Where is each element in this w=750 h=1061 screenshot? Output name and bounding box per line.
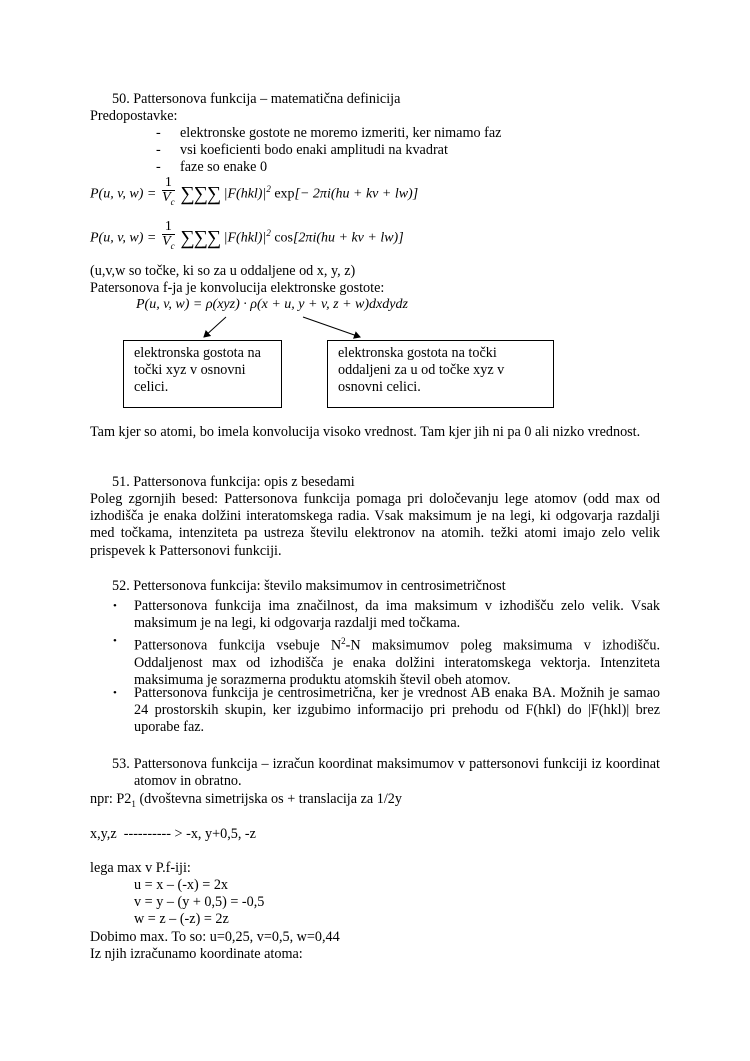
w-equation: w = z – (-z) = 2z	[134, 911, 229, 927]
uvw-note: (u,v,w so točke, ki so za u oddaljene od x, y, z)	[90, 263, 356, 279]
annotation-box-offset: elektronska gostota na točki oddaljeni za u od točke xyz v osnovni celici.	[327, 340, 554, 408]
superscript: 2	[341, 636, 346, 646]
example-text: npr: P2	[90, 791, 132, 807]
bullet-item	[134, 633, 660, 689]
structure-factor: |F(hkl)|	[223, 186, 267, 202]
subscript: 1	[131, 798, 136, 809]
eq-lhs: P(u, v, w) =	[90, 186, 157, 202]
summation-symbols: ∑∑∑	[180, 182, 221, 205]
function-argument: [− 2πi(hu + kv + lw)]	[294, 186, 419, 202]
fraction-numerator: 1	[162, 220, 175, 235]
atom-coordinates-line: Iz njih izračunamo koordinate atoma:	[90, 946, 303, 962]
example-text: (dvoštevna simetrijska os + translacija za 1/2y	[135, 791, 402, 807]
bullet-item: Pattersonova funkcija ima značilnost, da ima maksimum v izhodišču zelo velik. Vsak maksimum je na legi, ki odgovarja razdalji med točkama.	[134, 598, 660, 632]
lega-label: lega max v P.f-iji:	[90, 860, 191, 876]
bullet-text: -N maksimumov poleg maksimuma v izhodišču. Oddaljenost max od izhodišča je enaka dolžini interatomskega vektorja. Intenziteta maksimuma je sorazmerna produktu atomskih števil obeh atomov.	[134, 637, 660, 689]
exponent: 2	[266, 183, 271, 194]
annotation-box-xyz: elektronska gostota na točki xyz v osnovni celici.	[123, 340, 282, 408]
summation-symbols: ∑∑∑	[180, 226, 221, 249]
bullet-icon: •	[113, 687, 117, 699]
function-name: exp	[274, 186, 295, 202]
section-51-paragraph: Poleg zgornjih besed: Pattersonova funkcija pomaga pri določevanju lege atomov (odd max od izhodišča je enaka dolžini interatomskega radia. Vsak maksimum je na legi, ki odgovarja razdalji med točkama, intenziteta pa ustreza številu elektronov na atomih. težki atomi imajo zelo velik prispevek k Pattersonovi funkciji.	[90, 491, 660, 559]
fraction-denominator: V	[162, 234, 171, 249]
bullet-icon: •	[113, 635, 117, 647]
section-50-heading: 50. Pattersonova funkcija – matematična definicija	[112, 91, 401, 107]
denominator-subscript: c	[170, 240, 175, 251]
assumption-item: vsi koeficienti bodo enaki amplitudi na kvadrat	[180, 142, 448, 158]
convolution-equation: P(u, v, w) = ρ(xyz) · ρ(x + u, y + v, z + w)dxdydz	[136, 297, 408, 312]
convolution-intro: Patersonova f-ja je konvolucija elektronske gostote:	[90, 280, 385, 296]
denominator-subscript: c	[170, 196, 175, 207]
section-51-heading: 51. Pattersonova funkcija: opis z besedami	[112, 474, 355, 490]
section-53-heading: 53. Pattersonova funkcija – izračun koordinat maksimumov v pattersonovi funkciji iz koordinat atomov in obratno.	[112, 756, 660, 790]
predopostavke-label: Predopostavke:	[90, 108, 178, 124]
bullet-icon: •	[113, 600, 117, 612]
fraction-numerator: 1	[162, 176, 175, 191]
maxima-result: Dobimo max. To so: u=0,25, v=0,5, w=0,44	[90, 929, 340, 945]
assumption-item: faze so enake 0	[180, 159, 268, 175]
list-dash: -	[156, 142, 161, 158]
bullet-text: Pattersonova funkcija vsebuje N	[134, 637, 342, 654]
function-argument: [2πi(hu + kv + lw)]	[292, 230, 404, 246]
symmetry-transform: x,y,z ---------- > -x, y+0,5, -z	[90, 826, 256, 842]
arrow-to-box-2	[303, 317, 360, 337]
function-name: cos	[274, 230, 293, 246]
example-line	[90, 791, 402, 813]
list-dash: -	[156, 125, 161, 141]
v-equation: v = y – (y + 0,5) = -0,5	[134, 894, 265, 910]
assumption-item: elektronske gostote ne moremo izmeriti, ker nimamo faz	[180, 125, 502, 141]
fraction-denominator: V	[162, 190, 171, 205]
structure-factor: |F(hkl)|	[223, 230, 267, 246]
exponent: 2	[266, 227, 271, 238]
bullet-item: Pattersonova funkcija je centrosimetrična, ker je vrednost AB enaka BA. Možnih je samao 24 prostorskih skupin, ker izgubimo informacijo pri prehodu od F(hkl) do |F(hkl)| brez uporabe faz.	[134, 685, 660, 736]
arrow-to-box-1	[204, 317, 226, 337]
u-equation: u = x – (-x) = 2x	[134, 877, 229, 893]
list-dash: -	[156, 159, 161, 175]
eq-lhs: P(u, v, w) =	[90, 230, 157, 246]
convolution-paragraph: Tam kjer so atomi, bo imela konvolucija visoko vrednost. Tam kjer jih ni pa 0 ali nizko vrednost.	[90, 424, 641, 440]
section-52-heading: 52. Pettersonova funkcija: število maksimumov in centrosimetričnost	[112, 578, 506, 594]
